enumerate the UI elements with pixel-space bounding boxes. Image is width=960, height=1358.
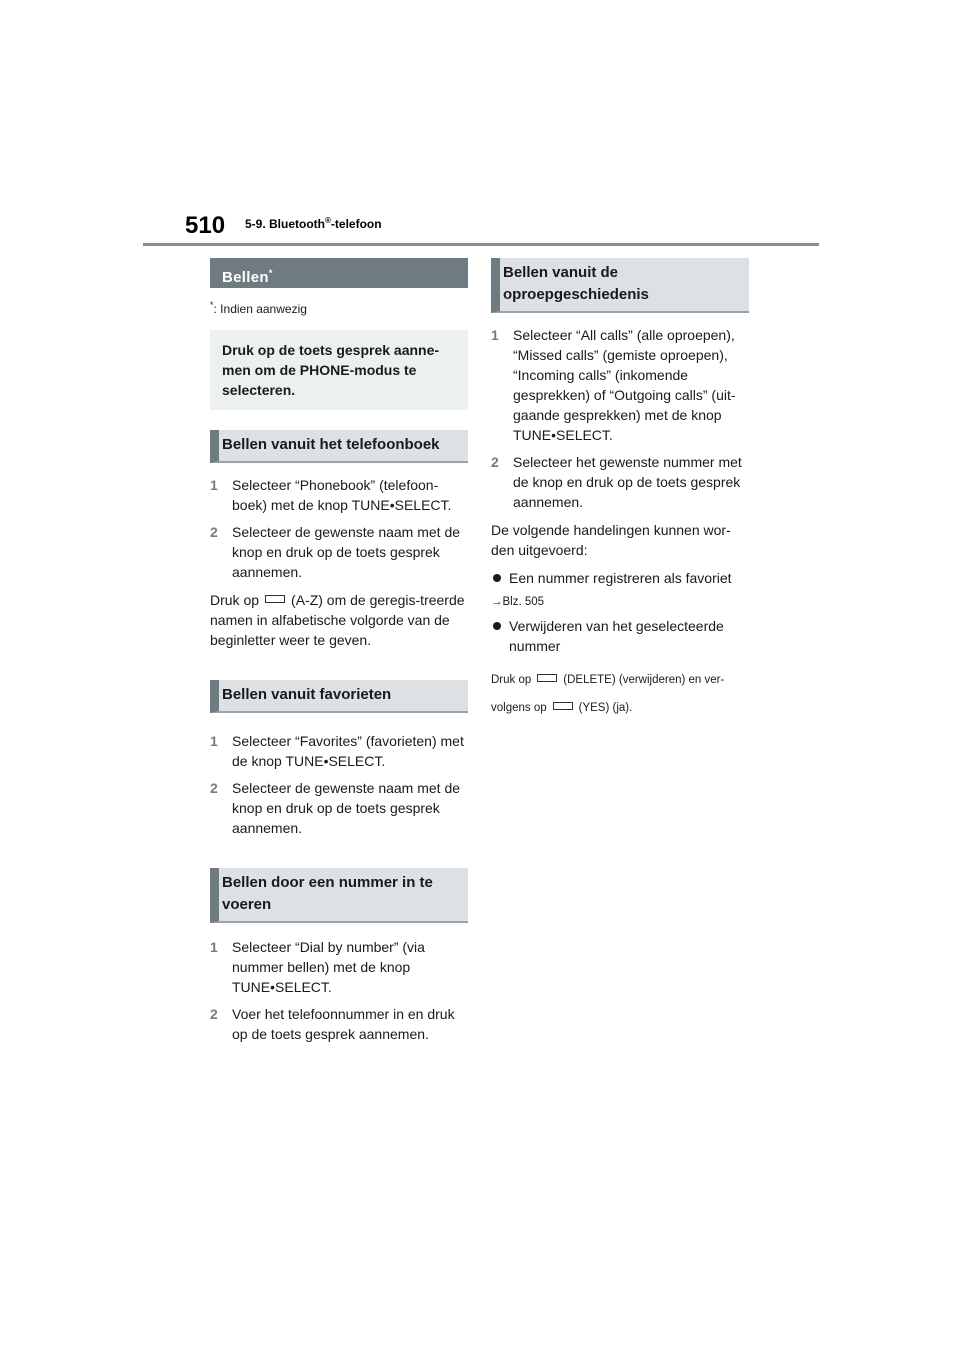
main-heading <box>210 258 468 288</box>
section-title <box>245 216 382 231</box>
step-number: 1 <box>210 477 218 493</box>
step-text: Selecteer “Favorites” (favorieten) met de knop TUNE•SELECT. <box>232 733 464 769</box>
step-text: Selecteer de gewenste naam met de knop en druk op de toets gesprek aannemen. <box>232 780 461 836</box>
step-text: Voer het telefoonnummer in en druk op de toets gesprek aannemen. <box>232 1006 455 1042</box>
dial-heading: Bellen door een nummer in te voeren <box>210 868 468 923</box>
step-number: 2 <box>210 1006 218 1022</box>
page-number: 510 <box>185 212 226 239</box>
phonebook-note <box>210 590 468 650</box>
history-heading: Bellen vanuit de oproepgeschiedenis <box>491 258 749 313</box>
button-icon <box>553 702 573 710</box>
button-icon <box>265 595 285 603</box>
main-heading-asterisk: * <box>268 268 273 278</box>
info-box: Druk op de toets gesprek aanne-men om de PHONE-modus te selecteren. <box>210 330 468 410</box>
bullet-item <box>491 616 749 656</box>
delete-note <box>491 666 749 694</box>
bullet-dot-icon <box>493 574 501 582</box>
step-text: Selecteer de gewenste naam met de knop en druk op de toets gesprek aannemen. <box>232 524 461 580</box>
step-number: 2 <box>210 524 218 540</box>
note-before: Druk op <box>210 592 260 608</box>
step-item <box>210 937 468 997</box>
step-text: Selecteer “Dial by number” (via nummer bellen) met de knop TUNE•SELECT. <box>232 939 425 995</box>
right-column <box>491 258 749 722</box>
history-note: De volgende handelingen kunnen wor-den uitgevoerd: <box>491 522 731 558</box>
step-text: Selecteer “All calls” (alle oproepen), “Missed calls” (gemiste oproepen), “Incoming calls” (inkomende gesprekken) of “Outgoing calls” (uit-gaande gesprekken) met de knop TUNE•SELECT. <box>513 327 736 443</box>
step-item <box>210 778 468 838</box>
step-item <box>210 1004 468 1044</box>
yes-after: (YES) (ja). <box>578 702 633 714</box>
phonebook-steps <box>210 475 468 582</box>
bullet-text: Verwijderen van het geselecteerde nummer <box>509 618 724 654</box>
step-item <box>491 325 749 445</box>
registered-mark: ® <box>325 216 331 225</box>
page-reference: →Blz. 505 <box>491 596 545 608</box>
step-text: Selecteer het gewenste nummer met de knop en druk op de toets gesprek aannemen. <box>513 454 742 510</box>
step-item <box>210 731 468 771</box>
footnote-mark: * <box>210 300 214 310</box>
delete-before: Druk op <box>491 674 532 686</box>
step-item <box>210 522 468 582</box>
step-item <box>210 475 468 515</box>
step-text: Selecteer “Phonebook” (telefoon-boek) met de knop TUNE•SELECT. <box>232 477 452 513</box>
button-icon <box>537 674 557 682</box>
step-number: 2 <box>491 454 499 470</box>
footnote <box>210 300 468 316</box>
step-number: 1 <box>210 939 218 955</box>
bullet-text: Een nummer registreren als favoriet <box>509 570 732 586</box>
phonebook-heading: Bellen vanuit het telefoonboek <box>210 430 468 463</box>
delete-after: (DELETE) (verwijderen) en ver- <box>563 674 725 686</box>
footnote-text: : Indien aanwezig <box>213 302 307 316</box>
bullet-dot-icon <box>493 622 501 630</box>
bullet-item <box>491 568 749 588</box>
main-heading-text: Bellen <box>222 269 269 286</box>
section-title-suffix: -telefoon <box>330 217 382 231</box>
step-number: 1 <box>491 327 499 343</box>
step-number: 2 <box>210 780 218 796</box>
left-column <box>210 258 468 1051</box>
note-after: (A-Z) om de geregis-treerde namen in alfabetische volgorde van de beginletter weer te geven. <box>210 592 465 648</box>
favorites-steps <box>210 731 468 838</box>
history-steps <box>491 325 749 512</box>
dial-steps <box>210 937 468 1044</box>
yes-note <box>491 694 749 722</box>
section-title-text: 5-9. Bluetooth <box>245 217 325 231</box>
favorites-heading: Bellen vanuit favorieten <box>210 680 468 713</box>
step-item <box>491 452 749 512</box>
step-number: 1 <box>210 733 218 749</box>
yes-before: volgens op <box>491 702 547 714</box>
header-rule <box>143 243 819 246</box>
